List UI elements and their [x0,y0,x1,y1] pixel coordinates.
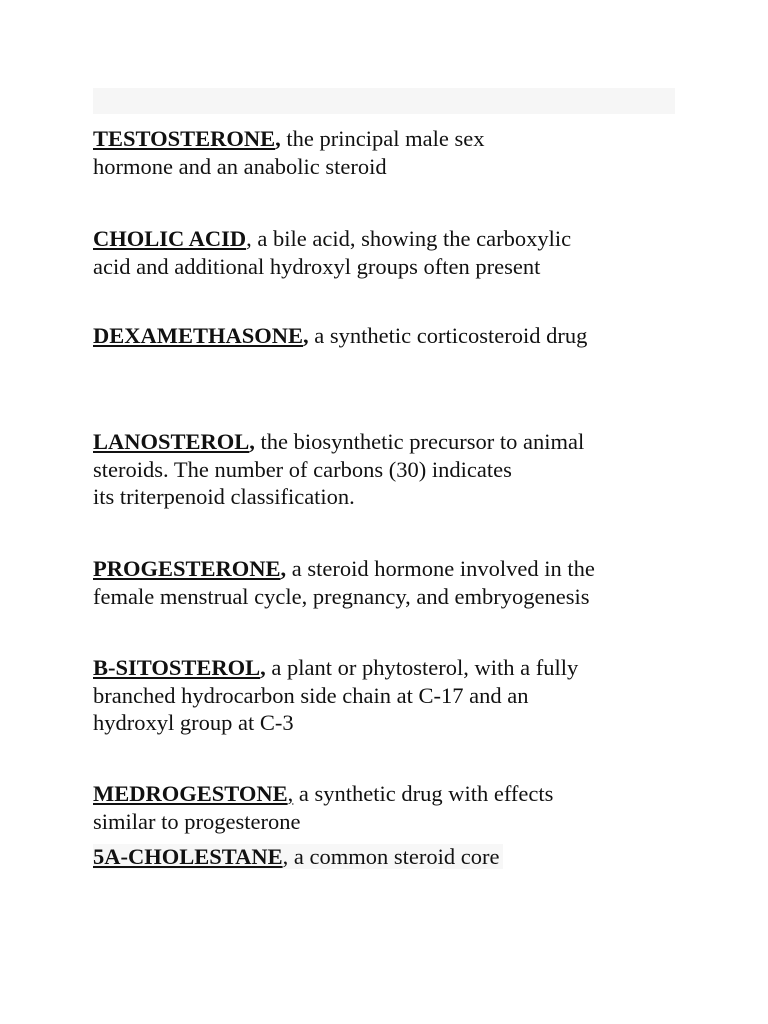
entry-text: , a bile acid, showing the carboxylic [246,226,572,251]
entry-term: LANOSTEROL [93,429,250,454]
entry-term-suffix: , [287,781,294,806]
entry-5a-cholestane [93,843,693,871]
entry-term-suffix: , [249,429,255,454]
entry-line-1 [93,654,693,682]
entry-term: B-SITOSTEROL [93,655,261,680]
entry-cholic-acid [93,225,693,280]
entry-line-1 [93,555,693,583]
entry-line-1 [93,225,693,253]
entry-term: MEDROGESTONE [93,781,288,806]
entry-medrogestone [93,780,693,835]
entry-line-2: branched hydrocarbon side chain at C-17 and an [93,682,529,708]
entry-line-2: steroids. The number of carbons (30) indicates [93,456,512,482]
entry-line-1 [93,125,693,153]
top-shaded-band [93,88,675,114]
entry-term-suffix: , [260,655,266,680]
highlighted-run [93,844,503,869]
entry-term: DEXAMETHASONE [93,323,304,348]
entry-text: a synthetic drug with effects [293,781,554,806]
entry-line-2: female menstrual cycle, pregnancy, and embryogenesis [93,583,590,609]
entry-line-3: hydroxyl group at C-3 [93,710,294,735]
entry-term: PROGESTERONE [93,556,281,581]
entry-testosterone [93,125,693,180]
entry-dexamethasone [93,322,693,350]
entry-line-1 [93,780,693,808]
entry-line-2: hormone and an anabolic steroid [93,153,387,179]
entry-term-suffix: , [280,556,287,581]
entry-text: a steroid hormone involved in the [286,556,595,581]
entry-text: , a common steroid core [282,844,500,869]
entry-text: the principal male sex [280,126,485,151]
entry-term: CHOLIC ACID [93,226,247,251]
entry-line-2: similar to progesterone [93,808,301,834]
entry-term-suffix: , [275,126,281,151]
entry-progesterone [93,555,693,610]
entry-term: TESTOSTERONE [93,126,276,151]
entry-text: a synthetic corticosteroid drug [308,323,588,348]
entry-line-1 [93,843,693,871]
entry-line-1 [93,322,693,350]
entry-text: the biosynthetic precursor to animal [254,429,585,454]
entry-line-1 [93,428,693,456]
entry-b-sitosterol [93,654,693,737]
entry-line-3: its triterpenoid classification. [93,484,355,509]
entry-term-suffix: , [303,323,309,348]
entry-term: 5A-CHOLESTANE [93,844,283,869]
entry-text: a plant or phytosterol, with a fully [265,655,579,680]
entry-lanosterol [93,428,693,511]
entry-line-2: acid and additional hydroxyl groups often present [93,253,541,279]
